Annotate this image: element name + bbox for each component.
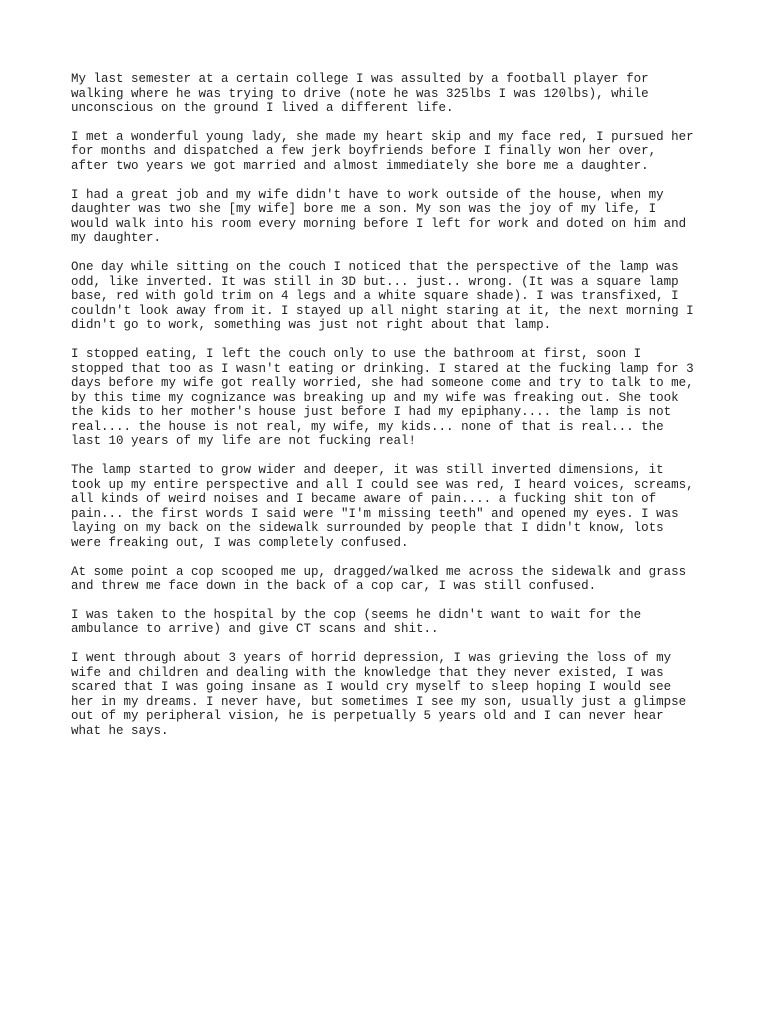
document-body: [71, 72, 711, 753]
paragraph-7: At some point a cop scooped me up, dragged/walked me across the sidewalk and grass and threw me face down in the back of a cop car, I was still confused.: [71, 564, 687, 594]
paragraph-8: I was taken to the hospital by the cop (seems he didn't want to wait for the ambulance to arrive) and give CT scans and shit..: [71, 607, 642, 637]
paragraph-1: My last semester at a certain college I was assulted by a football player for walking where he was trying to drive (note he was 325lbs I was 120lbs), while unconscious on the ground I lived a different life.: [71, 72, 649, 116]
paragraph-3: I had a great job and my wife didn't have to work outside of the house, when my daughter was two she [my wife] bore me a son. My son was the joy of my life, I would walk into his room every morning before I left for work and doted on him and my daughter.: [71, 187, 687, 246]
paragraph-4: One day while sitting on the couch I noticed that the perspective of the lamp was odd, like inverted. It was still in 3D but... just.. wrong. (It was a square lamp base, red with gold trim on 4 legs and a white square shade). I was transfixed, I couldn't look away from it. I stayed up all night staring at it, the next morning I didn't go to work, something was just not right about that lamp.: [71, 259, 694, 333]
paragraph-2: I met a wonderful young lady, she made my heart skip and my face red, I pursued her for months and dispatched a few jerk boyfriends before I finally won her over, after two years we got married and almost immediately she bore me a daughter.: [71, 129, 694, 173]
paragraph-5: I stopped eating, I left the couch only to use the bathroom at first, soon I stopped that too as I wasn't eating or drinking. I stared at the fucking lamp for 3 days before my wife got really worried, she had someone come and try to talk to me, by this time my cognizance was breaking up and my wife was freaking out. She took the kids to her mother's house just before I had my epiphany.... the lamp is not real.... the house is not real, my wife, my kids... none of that is real... the last 10 years of my life are not fucking real!: [71, 346, 694, 449]
paragraph-9: I went through about 3 years of horrid depression, I was grieving the loss of my wife and children and dealing with the knowledge that they never existed, I was scared that I was going insane as I would cry myself to sleep hoping I would see her in my dreams. I never have, but sometimes I see my son, usually just a glimpse out of my peripheral vision, he is perpetually 5 years old and I can never hear what he says.: [71, 651, 687, 738]
paragraph-6: The lamp started to grow wider and deeper, it was still inverted dimensions, it took up my entire perspective and all I could see was red, I heard voices, screams, all kinds of weird noises and I became aware of pain.... a fucking shit ton of pain... the first words I said were "I'm missing teeth" and opened my eyes. I was laying on my back on the sidewalk surrounded by people that I didn't know, lots were freaking out, I was completely confused.: [71, 463, 694, 551]
